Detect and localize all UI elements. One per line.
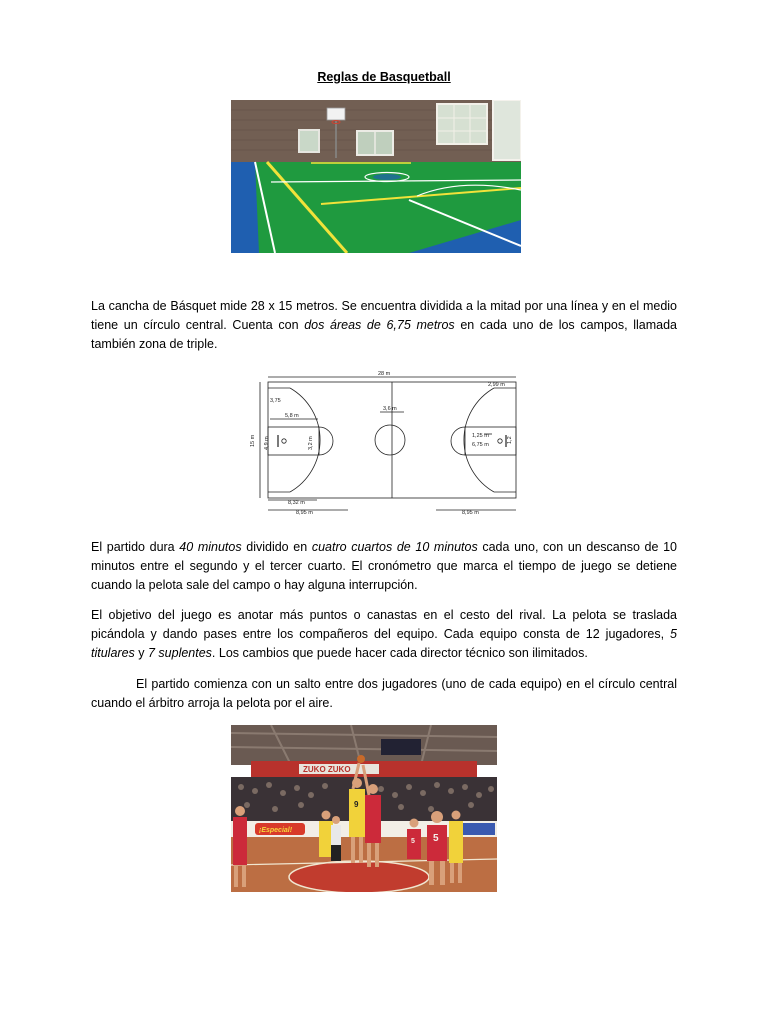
label-8-95-right: 8,95 m xyxy=(462,510,479,516)
label-1-25: 1,25 m xyxy=(472,433,489,439)
paragraph-objective: El objetivo del juego es anotar más puntos o canastas en el cesto del rival. La pelota se traslada picándola y dando pases entre los compañeros del equipo. Cada equipo consta de 12 jugadores, 5 titulares y 7 suplentes. Los cambios que puede hacer cada director técnico son ilimitados. xyxy=(91,608,677,660)
court-photo xyxy=(231,100,521,253)
paragraph-tipoff: El partido comienza con un salto entre dos jugadores (uno de cada equipo) en el círculo central cuando el árbitro arroja la pelota por el aire. xyxy=(91,677,677,710)
jersey-number-5: 5 xyxy=(433,833,439,844)
label-2-99: 2,99 m xyxy=(488,382,505,388)
diagram-width-label: 15 m xyxy=(250,434,256,447)
paragraph-duration: El partido dura 40 minutos dividido en cuatro cuartos de 10 minutos cada uno, con un descanso de 10 minutos entre el segundo y el tercer cuarto. El cronómetro que marca el tiempo de juego se detiene cuando la pelota sale del campo o hay alguna interrupción. xyxy=(91,540,677,592)
label-5-8: 5,8 m xyxy=(285,413,299,419)
jump-ball-photo xyxy=(231,725,497,892)
jersey-number-9: 9 xyxy=(354,800,359,809)
jersey-number-5b: 5 xyxy=(411,838,415,845)
photo-sponsor-text: ¡Especial! xyxy=(259,827,293,834)
label-8-95-left: 8,95 m xyxy=(296,510,313,516)
paragraph-court-size: La cancha de Básquet mide 28 x 15 metros. Se encuentra dividida a la mitad por una línea y en el medio tiene un círculo central. Cuenta con dos áreas de 6,75 metros en cada uno de los campos, llamada también zona de triple. xyxy=(91,299,678,351)
label-8-32: 8,32 m xyxy=(288,500,305,506)
label-6-75: 6,75 m xyxy=(472,442,489,448)
label-3-2: 3,2 m xyxy=(308,436,314,450)
page-title: Reglas de Basquetball xyxy=(317,70,451,84)
label-3-75: 3,75 xyxy=(270,398,281,404)
label-3-6: 3,6 m xyxy=(383,406,397,412)
photo-banner-text: ZUKO ZUKO xyxy=(303,765,351,774)
court-diagram xyxy=(248,370,523,518)
label-4-9: 4,9 m xyxy=(264,436,270,450)
label-1-2: 1,2 xyxy=(507,436,513,444)
diagram-length-label: 28 m xyxy=(378,371,391,377)
